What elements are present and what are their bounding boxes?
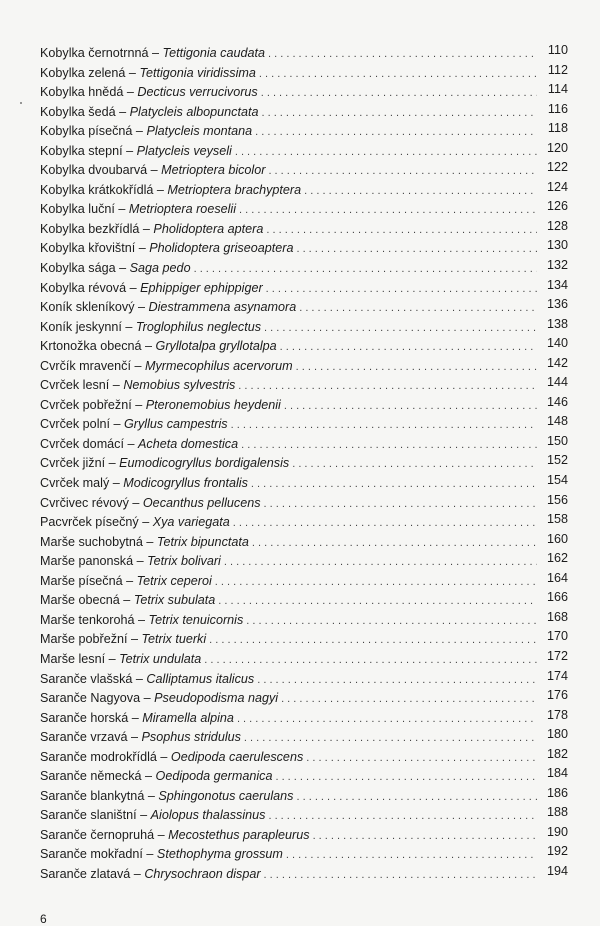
separator: – [135, 241, 150, 256]
page-ref: 174 [546, 668, 568, 683]
latin-name: Mecostethus parapleurus [168, 827, 310, 842]
separator: – [141, 769, 156, 784]
dot-leader [255, 123, 537, 143]
toc-entry [40, 826, 568, 846]
common-name: Marše suchobytná [40, 534, 143, 549]
latin-name: Platycleis montana [146, 124, 253, 139]
separator: – [131, 397, 146, 412]
page-ref: 162 [546, 551, 568, 566]
separator: – [128, 495, 143, 510]
dot-leader [235, 143, 537, 163]
page-ref: 124 [546, 179, 568, 194]
common-name: Saranče vrzavá [40, 730, 128, 745]
dot-leader [252, 534, 537, 554]
dot-leader [246, 612, 537, 632]
separator: – [114, 202, 129, 217]
page-ref: 116 [547, 101, 568, 116]
page-ref: 182 [546, 746, 568, 761]
page-ref: 178 [546, 707, 568, 722]
dot-leader [233, 514, 537, 534]
latin-name: Gryllus campestris [124, 417, 228, 432]
page-ref: 142 [546, 355, 568, 370]
latin-name: Diestrammena asynamora [148, 300, 297, 315]
toc-entry [40, 709, 568, 729]
separator: – [136, 808, 151, 823]
page-ref: 168 [546, 609, 568, 624]
common-name: Cvrčík mravenčí [40, 358, 131, 373]
common-name: Pacvrček písečný [40, 515, 139, 530]
dot-leader [238, 377, 537, 397]
page-ref: 128 [546, 218, 568, 233]
page-ref: 176 [546, 688, 568, 703]
common-name: Kobylka šedá [40, 104, 116, 119]
dot-leader [280, 338, 537, 358]
latin-name: Miramella alpina [142, 710, 234, 725]
dot-leader [286, 846, 537, 866]
toc-entry [40, 611, 568, 631]
toc-entry [40, 435, 568, 455]
dot-leader [268, 45, 537, 65]
toc-entry [40, 357, 568, 377]
latin-name: Nemobius sylvestris [123, 378, 236, 393]
page-ref: 118 [547, 121, 568, 136]
latin-name: Eumodicogryllus bordigalensis [119, 456, 290, 471]
toc-entry [40, 337, 568, 357]
common-name: Kobylka dvoubarvá [40, 163, 148, 178]
dot-leader [268, 162, 537, 182]
common-name: Kobylka révová [40, 280, 127, 295]
separator: – [109, 476, 124, 491]
separator: – [123, 85, 138, 100]
toc-entry [40, 787, 568, 807]
toc-entry [40, 200, 568, 220]
dot-leader [275, 768, 537, 788]
separator: – [123, 436, 138, 451]
page-ref: 170 [546, 629, 568, 644]
common-name: Kobylka křovištní [40, 241, 136, 256]
toc-entry [40, 83, 568, 103]
page-ref: 138 [546, 316, 568, 331]
common-name: Koník jeskynní [40, 319, 122, 334]
dot-leader [218, 592, 537, 612]
page-ref: 160 [546, 531, 568, 546]
toc-entry [40, 142, 568, 162]
separator: – [128, 710, 143, 725]
latin-name: Oecanthus pellucens [142, 495, 261, 510]
common-name: Cvrčivec révový [40, 495, 129, 510]
dot-leader [251, 475, 537, 495]
common-name: Saranče zlatavá [40, 866, 131, 881]
toc-entry [40, 806, 568, 826]
page-ref: 152 [546, 453, 568, 468]
toc-entry [40, 630, 568, 650]
dot-leader [313, 827, 537, 847]
latin-name: Metrioptera brachyptera [167, 182, 302, 197]
common-name: Saranče slaništní [40, 808, 137, 823]
common-name: Kobylka písečná [40, 124, 133, 139]
latin-name: Tettigonia viridissima [139, 65, 256, 80]
dot-leader [257, 671, 537, 691]
toc-entry [40, 103, 568, 123]
separator: – [139, 221, 154, 236]
common-name: Saranče mokřadní [40, 847, 143, 862]
toc-entry [40, 259, 568, 279]
toc-entry [40, 161, 568, 181]
latin-name: Metrioptera bicolor [161, 163, 266, 178]
page-ref: 186 [546, 785, 568, 800]
common-name: Saranče německá [40, 769, 142, 784]
dot-leader [296, 240, 537, 260]
page-ref: 146 [546, 394, 568, 409]
latin-name: Tetrix undulata [119, 651, 202, 666]
page-ref: 154 [546, 473, 568, 488]
dot-leader [284, 397, 537, 417]
common-name: Kobylka černotrnná [40, 46, 149, 60]
page-number: 6 [40, 912, 47, 926]
separator: – [130, 358, 145, 373]
toc-entry [40, 533, 568, 553]
separator: – [138, 515, 153, 530]
latin-name: Sphingonotus caerulans [158, 788, 294, 803]
common-name: Kobylka sága [40, 261, 116, 276]
page-ref: 148 [546, 414, 568, 429]
separator: – [119, 593, 134, 608]
common-name: Koník skleníkový [40, 300, 135, 315]
common-name: Kobylka krátkokřídlá [40, 182, 154, 197]
latin-name: Platycleis albopunctata [129, 104, 259, 119]
separator: – [148, 46, 163, 60]
latin-name: Oedipoda germanica [155, 769, 273, 784]
page-ref: 140 [546, 336, 568, 351]
toc-entry [40, 552, 568, 572]
latin-name: Oedipoda caerulescens [170, 749, 304, 764]
dot-leader [264, 866, 537, 886]
separator: – [142, 847, 157, 862]
separator: – [134, 300, 149, 315]
page-ref: 112 [547, 62, 568, 77]
dot-leader [209, 631, 537, 651]
dot-leader [268, 807, 537, 827]
latin-name: Myrmecophilus acervorum [144, 358, 293, 373]
separator: – [132, 671, 147, 686]
page-ref: 158 [546, 512, 568, 527]
latin-name: Tetrix bolivari [147, 554, 221, 569]
page-ref: 132 [546, 258, 568, 273]
toc-entry [40, 650, 568, 670]
page-ref: 110 [547, 43, 568, 57]
separator: – [127, 730, 142, 745]
separator: – [140, 691, 155, 706]
toc-entry [40, 767, 568, 787]
separator: – [105, 651, 120, 666]
separator: – [141, 339, 156, 354]
separator: – [147, 163, 162, 178]
dot-leader [296, 788, 537, 808]
separator: – [121, 319, 136, 334]
dot-leader [281, 690, 537, 710]
common-name: Kobylka stepní [40, 143, 123, 158]
common-name: Kobylka zelená [40, 65, 126, 80]
dot-leader [241, 436, 537, 456]
page-ref: 126 [546, 199, 568, 214]
separator: – [125, 65, 140, 80]
toc-entry [40, 454, 568, 474]
separator: – [110, 417, 125, 432]
latin-name: Tetrix bipunctata [156, 534, 249, 549]
page-ref: 134 [546, 277, 568, 292]
dot-leader [224, 553, 537, 573]
separator: – [144, 788, 159, 803]
common-name: Marše pobřežní [40, 632, 128, 647]
page-ref: 130 [546, 238, 568, 253]
separator: – [122, 143, 137, 158]
latin-name: Xya variegata [152, 515, 230, 530]
page-ref: 120 [546, 140, 568, 155]
toc-entry [40, 494, 568, 514]
toc-entry [40, 572, 568, 592]
separator: – [133, 554, 148, 569]
common-name: Kobylka luční [40, 202, 115, 217]
common-name: Cvrček polní [40, 417, 110, 432]
latin-name: Ephippiger ephippiger [140, 280, 263, 295]
page-ref: 166 [546, 590, 568, 605]
toc-entry [40, 376, 568, 396]
latin-name: Tetrix tenuicornis [148, 612, 244, 627]
dot-leader [266, 280, 537, 300]
dot-leader [215, 573, 537, 593]
common-name: Kobylka hnědá [40, 85, 124, 100]
common-name: Cvrček jižní [40, 456, 106, 471]
toc-entry [40, 220, 568, 240]
page-ref: 180 [546, 727, 568, 742]
latin-name: Calliptamus italicus [146, 671, 255, 686]
separator: – [153, 182, 168, 197]
table-of-contents [40, 44, 568, 885]
page-ref: 184 [546, 766, 568, 781]
toc-entry [40, 513, 568, 533]
latin-name: Chrysochraon dispar [144, 866, 261, 881]
toc-entry [40, 64, 568, 84]
separator: – [122, 573, 137, 588]
common-name: Saranče vlašská [40, 671, 133, 686]
toc-entry [40, 728, 568, 748]
dot-leader [299, 299, 537, 319]
separator: – [154, 827, 169, 842]
toc-entry [40, 44, 568, 64]
common-name: Krtonožka obecná [40, 339, 142, 354]
dot-leader [239, 201, 537, 221]
dot-leader [264, 495, 537, 515]
latin-name: Pholidoptera griseoaptera [149, 241, 294, 256]
common-name: Saranče Nagyova [40, 691, 141, 706]
page-ref: 188 [546, 805, 568, 820]
common-name: Cvrček malý [40, 476, 110, 491]
toc-entry [40, 865, 568, 885]
common-name: Marše lesní [40, 651, 106, 666]
latin-name: Pseudopodisma nagyi [154, 691, 279, 706]
toc-entry [40, 239, 568, 259]
dot-leader [194, 260, 537, 280]
separator: – [126, 280, 141, 295]
toc-entry [40, 415, 568, 435]
latin-name: Tetrix subulata [133, 593, 216, 608]
dot-leader [304, 182, 537, 202]
dot-leader [306, 749, 537, 769]
latin-name: Psophus stridulus [141, 730, 241, 745]
toc-entry [40, 670, 568, 690]
toc-entry [40, 474, 568, 494]
common-name: Cvrček lesní [40, 378, 110, 393]
latin-name: Troglophilus neglectus [135, 319, 261, 334]
latin-name: Saga pedo [129, 261, 191, 276]
dot-leader [261, 84, 537, 104]
common-name: Marše písečná [40, 573, 123, 588]
latin-name: Metrioptera roeselii [128, 202, 237, 217]
separator: – [130, 866, 145, 881]
page-ref: 164 [546, 570, 568, 585]
separator: – [109, 378, 124, 393]
toc-entry [40, 748, 568, 768]
toc-entry [40, 181, 568, 201]
separator: – [156, 749, 171, 764]
page-ref: 114 [547, 82, 568, 97]
common-name: Saranče horská [40, 710, 129, 725]
dot-leader [266, 221, 537, 241]
separator: – [142, 534, 157, 549]
common-name: Kobylka bezkřídlá [40, 221, 140, 236]
latin-name: Pholidoptera aptera [153, 221, 264, 236]
common-name: Marše obecná [40, 593, 120, 608]
dot-leader [231, 416, 537, 436]
separator: – [132, 124, 147, 139]
toc-entry [40, 591, 568, 611]
toc-entry [40, 279, 568, 299]
toc-entry [40, 689, 568, 709]
page-ref: 122 [546, 160, 568, 175]
dot-leader [244, 729, 537, 749]
latin-name: Tetrix ceperoi [136, 573, 212, 588]
common-name: Cvrček pobřežní [40, 397, 132, 412]
dot-leader [204, 651, 537, 671]
separator: – [134, 612, 149, 627]
separator: – [115, 261, 130, 276]
page-ref: 190 [546, 824, 568, 839]
common-name: Marše panonská [40, 554, 134, 569]
dot-leader [261, 104, 537, 124]
toc-entry [40, 396, 568, 416]
toc-entry [40, 122, 568, 142]
latin-name: Tetrix tuerki [141, 632, 207, 647]
page-ref: 136 [546, 297, 568, 312]
common-name: Marše tenkorohá [40, 612, 135, 627]
print-speck [20, 102, 22, 104]
toc-entry [40, 845, 568, 865]
latin-name: Tettigonia caudata [162, 46, 265, 60]
page-ref: 172 [546, 648, 568, 663]
common-name: Saranče černopruhá [40, 827, 155, 842]
dot-leader [237, 710, 537, 730]
dot-leader [264, 319, 537, 339]
latin-name: Decticus verrucivorus [137, 85, 258, 100]
common-name: Cvrček domácí [40, 436, 124, 451]
dot-leader [259, 65, 537, 85]
latin-name: Modicogryllus frontalis [123, 476, 248, 491]
common-name: Saranče blankytná [40, 788, 145, 803]
page-ref: 156 [546, 492, 568, 507]
latin-name: Pteronemobius heydenii [145, 397, 281, 412]
separator: – [115, 104, 130, 119]
latin-name: Stethophyma grossum [156, 847, 283, 862]
page-ref: 150 [546, 433, 568, 448]
dot-leader [292, 455, 537, 475]
page-ref: 192 [546, 844, 568, 859]
separator: – [105, 456, 120, 471]
separator: – [127, 632, 142, 647]
dot-leader [296, 358, 537, 378]
page-ref: 144 [546, 375, 568, 390]
latin-name: Gryllotalpa gryllotalpa [155, 339, 277, 354]
toc-entry [40, 298, 568, 318]
common-name: Saranče modrokřídlá [40, 749, 157, 764]
latin-name: Platycleis veyseli [136, 143, 232, 158]
toc-entry [40, 318, 568, 338]
latin-name: Acheta domestica [138, 436, 239, 451]
latin-name: Aiolopus thalassinus [150, 808, 266, 823]
page-ref: 194 [546, 863, 568, 878]
